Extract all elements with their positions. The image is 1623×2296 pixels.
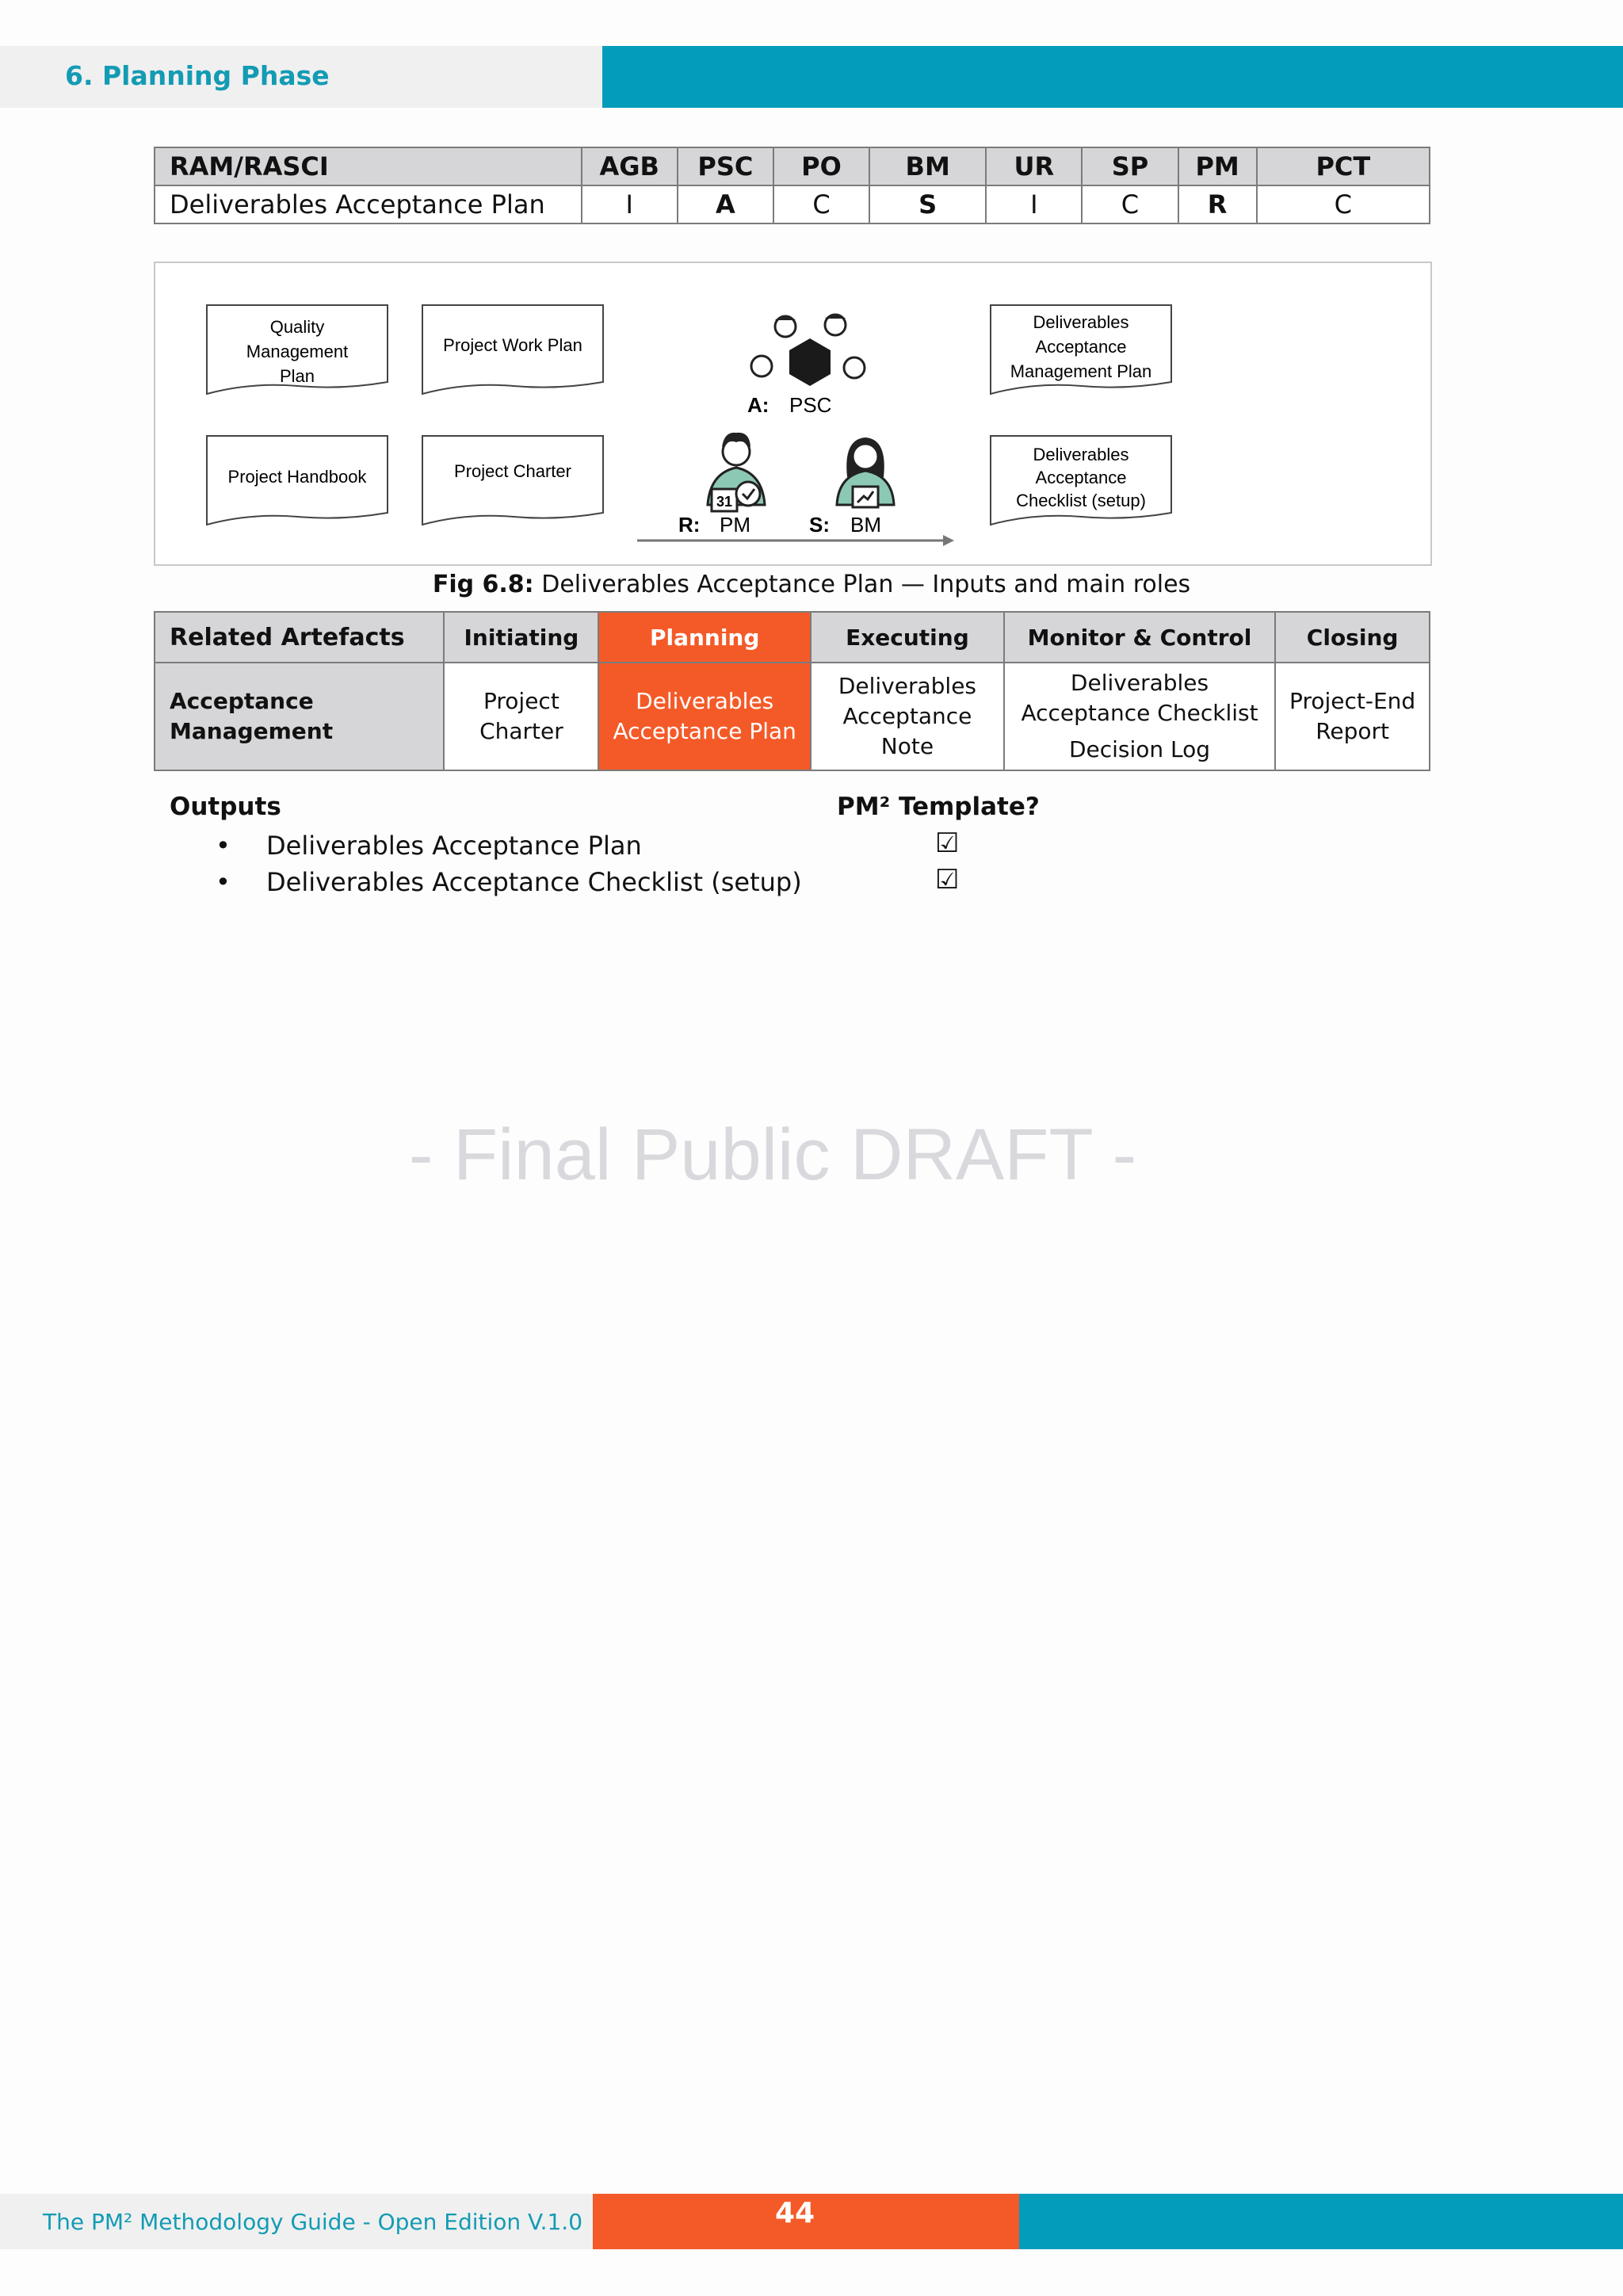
- ram-cell: R: [1178, 185, 1257, 223]
- document-deliverables-acceptance-management-plan: [991, 305, 1171, 394]
- ram-header-cell: AGB: [582, 147, 678, 185]
- document-project-handbook: [207, 436, 388, 525]
- ram-header-cell: PM: [1178, 147, 1257, 185]
- related-row-label: Acceptance Management: [155, 663, 444, 770]
- footer-title: The PM² Methodology Guide - Open Edition V.1.0: [43, 2209, 583, 2235]
- phase-header-monitor-control: Monitor & Control: [1004, 612, 1275, 663]
- cell-line: Acceptance Checklist: [1021, 700, 1258, 726]
- ram-header-cell: PCT: [1257, 147, 1430, 185]
- ram-row-label: Deliverables Acceptance Plan: [155, 185, 582, 223]
- role-code-s: S:: [809, 513, 830, 537]
- ram-cell: C: [773, 185, 869, 223]
- ram-cell: C: [1082, 185, 1178, 223]
- doc-label-line: Deliverables: [1033, 445, 1129, 464]
- role-name-bm: BM: [850, 513, 881, 537]
- project-manager-icon: [708, 433, 765, 511]
- template-check-icon: ☑: [935, 864, 960, 896]
- caption-text: Deliverables Acceptance Plan — Inputs and main roles: [541, 571, 1191, 598]
- cell-monitor-control: [1004, 663, 1275, 770]
- cell-line: Charter: [479, 718, 563, 744]
- role-code-r: R:: [678, 513, 701, 537]
- ram-header-cell: BM: [869, 147, 986, 185]
- doc-label: Project Charter: [454, 461, 571, 481]
- ram-cell: A: [678, 185, 773, 223]
- page-section-title: 6. Planning Phase: [65, 60, 330, 91]
- role-name-psc: PSC: [789, 393, 832, 417]
- cell-line: Deliverables: [838, 673, 977, 699]
- cell-executing: [811, 663, 1004, 770]
- related-header-label: Related Artefacts: [155, 612, 444, 663]
- ram-cell: S: [869, 185, 986, 223]
- ram-header-row: [155, 147, 1430, 185]
- bullet-icon: •: [216, 831, 231, 861]
- ram-cell: C: [1257, 185, 1430, 223]
- cell-initiating: [444, 663, 598, 770]
- doc-label-line: Acceptance: [1035, 468, 1127, 487]
- phase-header-planning: Planning: [598, 612, 811, 663]
- cell-planning: [598, 663, 811, 770]
- phase-header-closing: Closing: [1275, 612, 1430, 663]
- role-code-a: A:: [747, 393, 769, 417]
- doc-label-line: Management: [246, 342, 349, 361]
- ram-header-cell: SP: [1082, 147, 1178, 185]
- calendar-day: 31: [716, 494, 733, 510]
- cell-line: Note: [880, 733, 934, 759]
- template-check-icon: ☑: [935, 827, 960, 859]
- doc-label-line: Plan: [279, 366, 315, 386]
- doc-label: Project Work Plan: [443, 335, 582, 355]
- cell-line: Acceptance: [842, 703, 972, 729]
- header-band-right: [602, 46, 1623, 108]
- doc-label: Project Handbook: [227, 467, 367, 487]
- footer-band-right: [1019, 2194, 1623, 2249]
- doc-label-line: Management Plan: [1010, 361, 1152, 381]
- role-name-pm: PM: [720, 513, 750, 537]
- ram-cell: I: [986, 185, 1082, 223]
- outputs-heading: Outputs: [170, 793, 281, 821]
- cell-line: Deliverables: [636, 688, 774, 714]
- ram-cell: I: [582, 185, 678, 223]
- output-item-text: Deliverables Acceptance Checklist (setup): [266, 867, 802, 897]
- inputs-roles-figure: [154, 262, 1432, 566]
- cell-line: Report: [1316, 718, 1390, 744]
- doc-label-line: Quality: [269, 317, 325, 337]
- bullet-icon: •: [216, 867, 231, 897]
- ram-header-cell: UR: [986, 147, 1082, 185]
- draft-watermark: - Final Public DRAFT -: [408, 1114, 1137, 1195]
- doc-label-line: Checklist (setup): [1016, 491, 1146, 510]
- committee-icon: [751, 314, 865, 386]
- related-artefacts-table: [154, 611, 1430, 771]
- ram-data-row: [155, 185, 1430, 223]
- cell-closing: [1275, 663, 1430, 770]
- document-project-work-plan: [422, 305, 603, 394]
- cell-line: Project-End: [1289, 688, 1416, 714]
- phase-header-executing: Executing: [811, 612, 1004, 663]
- template-heading: PM² Template?: [837, 793, 1040, 821]
- business-manager-icon: [837, 437, 894, 507]
- document-deliverables-acceptance-checklist: [991, 436, 1171, 525]
- related-body-row: [155, 663, 1430, 770]
- related-header-row: [155, 612, 1430, 663]
- figure-caption: [0, 571, 1623, 598]
- page-number: 44: [774, 2197, 815, 2229]
- flow-arrow: [637, 535, 954, 546]
- cell-line: Decision Log: [1068, 736, 1211, 762]
- doc-label-line: Acceptance: [1035, 337, 1127, 357]
- cell-line: Acceptance Plan: [613, 718, 796, 744]
- doc-label-line: Deliverables: [1033, 312, 1129, 332]
- output-item-text: Deliverables Acceptance Plan: [266, 831, 642, 861]
- ram-header-label: RAM/RASCI: [155, 147, 582, 185]
- document-quality-management-plan: [207, 305, 388, 394]
- caption-prefix: Fig 6.8:: [432, 571, 534, 598]
- ram-header-cell: PSC: [678, 147, 773, 185]
- phase-header-initiating: Initiating: [444, 612, 598, 663]
- document-project-charter: [422, 436, 603, 525]
- ram-rasci-table: [154, 147, 1430, 224]
- cell-line: Project: [483, 688, 559, 714]
- cell-line: Deliverables: [1070, 670, 1209, 696]
- ram-header-cell: PO: [773, 147, 869, 185]
